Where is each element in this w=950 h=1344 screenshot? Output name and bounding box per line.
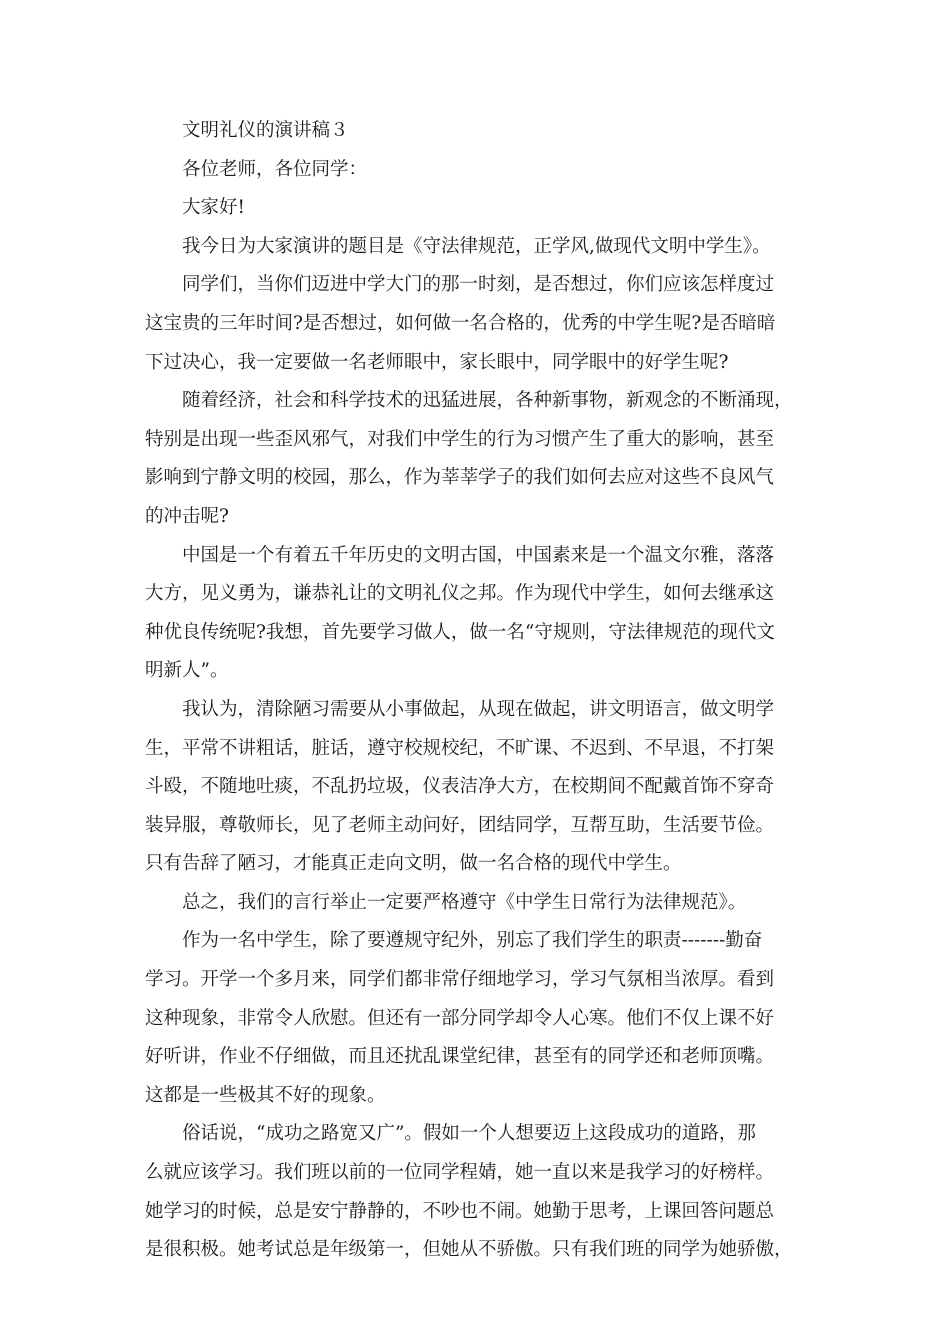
document-page: [145, 112, 807, 1270]
paragraph-line: 只有告辞了陋习，才能真正走向文明，做一名合格的现代中学生。: [145, 853, 682, 875]
paragraph-line: 生，平常不讲粗话，脏话，遵守校规校纪，不旷课、不迟到、不早退，不打架: [145, 737, 775, 759]
paragraph-line: 同学们，当你们迈进中学大门的那一时刻，是否想过，你们应该怎样度过: [182, 274, 775, 296]
body-paragraph: [145, 884, 807, 923]
paragraph-line: 随着经济，社会和科学技术的迅猛进展，各种新事物，新观念的不断涌现，: [182, 390, 793, 412]
body-paragraph: [145, 922, 807, 1115]
paragraph-line: 俗话说，“成功之路宽又广”。假如一个人想要迈上这段成功的道路，那: [182, 1123, 756, 1145]
paragraph-line: 总之，我们的言行举止一定要严格遵守《中学生日常行为法律规范》。: [182, 891, 747, 913]
paragraph-line: 她学习的时候，总是安宁静静的，不吵也不闹。她勤于思考，上课回答问题总: [145, 1200, 775, 1222]
paragraph-line: 特别是出现一些歪风邪气，对我们中学生的行为习惯产生了重大的影响，甚至: [145, 428, 775, 450]
paragraph-line: 我今日为大家演讲的题目是《守法律规范，正学风,做现代文明中学生》。: [182, 235, 771, 257]
body-paragraph: [145, 1115, 807, 1269]
paragraph-line: 这种现象，非常令人欣慰。但还有一部分同学却令人心寒。他们不仅上课不好: [145, 1007, 775, 1029]
paragraph-line: 是很积极。她考试总是年级第一，但她从不骄傲。只有我们班的同学为她骄傲，: [145, 1239, 793, 1261]
paragraph-line: 好听讲，作业不仔细做，而且还扰乱课堂纪律，甚至有的同学还和老师顶嘴。: [145, 1046, 775, 1068]
paragraph-line: 的冲击呢?: [145, 505, 229, 527]
body-paragraph: [145, 228, 807, 267]
paragraph-line: 影响到宁静文明的校园，那么，作为莘莘学子的我们如何去应对这些不良风气: [145, 467, 775, 489]
paragraph-line: 装异服，尊敬师长，见了老师主动问好，团结同学，互帮互助，生活要节俭。: [145, 814, 775, 836]
paragraph-line: 么就应该学习。我们班以前的一位同学程婧，她一直以来是我学习的好榜样。: [145, 1162, 775, 1184]
paragraph-line: 我认为，清除陋习需要从小事做起，从现在做起，讲文明语言，做文明学: [182, 698, 775, 720]
greeting: 大家好!: [182, 197, 245, 219]
paragraph-line: 这宝贵的三年时间?是否想过，如何做一名合格的，优秀的中学生呢?是否暗暗: [145, 312, 776, 334]
document-title: 文明礼仪的演讲稿３: [182, 120, 349, 141]
salutation: 各位老师，各位同学：: [182, 158, 368, 180]
paragraph-line: 学习。开学一个多月来，同学们都非常仔细地学习，学习气氛相当浓厚。看到: [145, 969, 775, 991]
paragraph-line: 大方，见义勇为，谦恭礼让的文明礼仪之邦。作为现代中学生，如何去继承这: [145, 583, 775, 605]
paragraph-line: 中国是一个有着五千年历史的文明古国，中国素来是一个温文尔雅，落落: [182, 544, 775, 566]
body-paragraphs: [145, 228, 807, 1270]
paragraph-line: 这都是一些极其不好的现象。: [145, 1084, 386, 1106]
paragraph-line: 下过决心，我一定要做一名老师眼中，家长眼中，同学眼中的好学生呢?: [145, 351, 729, 373]
body-paragraph: [145, 537, 807, 691]
paragraph-line: 明新人”。: [145, 660, 229, 682]
paragraph-line: 种优良传统呢?我想，首先要学习做人，做一名“守规则，守法律规范的现代文: [145, 621, 775, 643]
paragraph-line: 作为一名中学生，除了要遵规守纪外，别忘了我们学生的职责-------勤奋: [182, 930, 763, 952]
paragraph-line: 斗殴，不随地吐痰，不乱扔垃圾，仪表洁净大方，在校期间不配戴首饰不穿奇: [145, 776, 775, 798]
body-paragraph: [145, 691, 807, 884]
body-paragraph: [145, 266, 807, 382]
body-paragraph: [145, 382, 807, 536]
